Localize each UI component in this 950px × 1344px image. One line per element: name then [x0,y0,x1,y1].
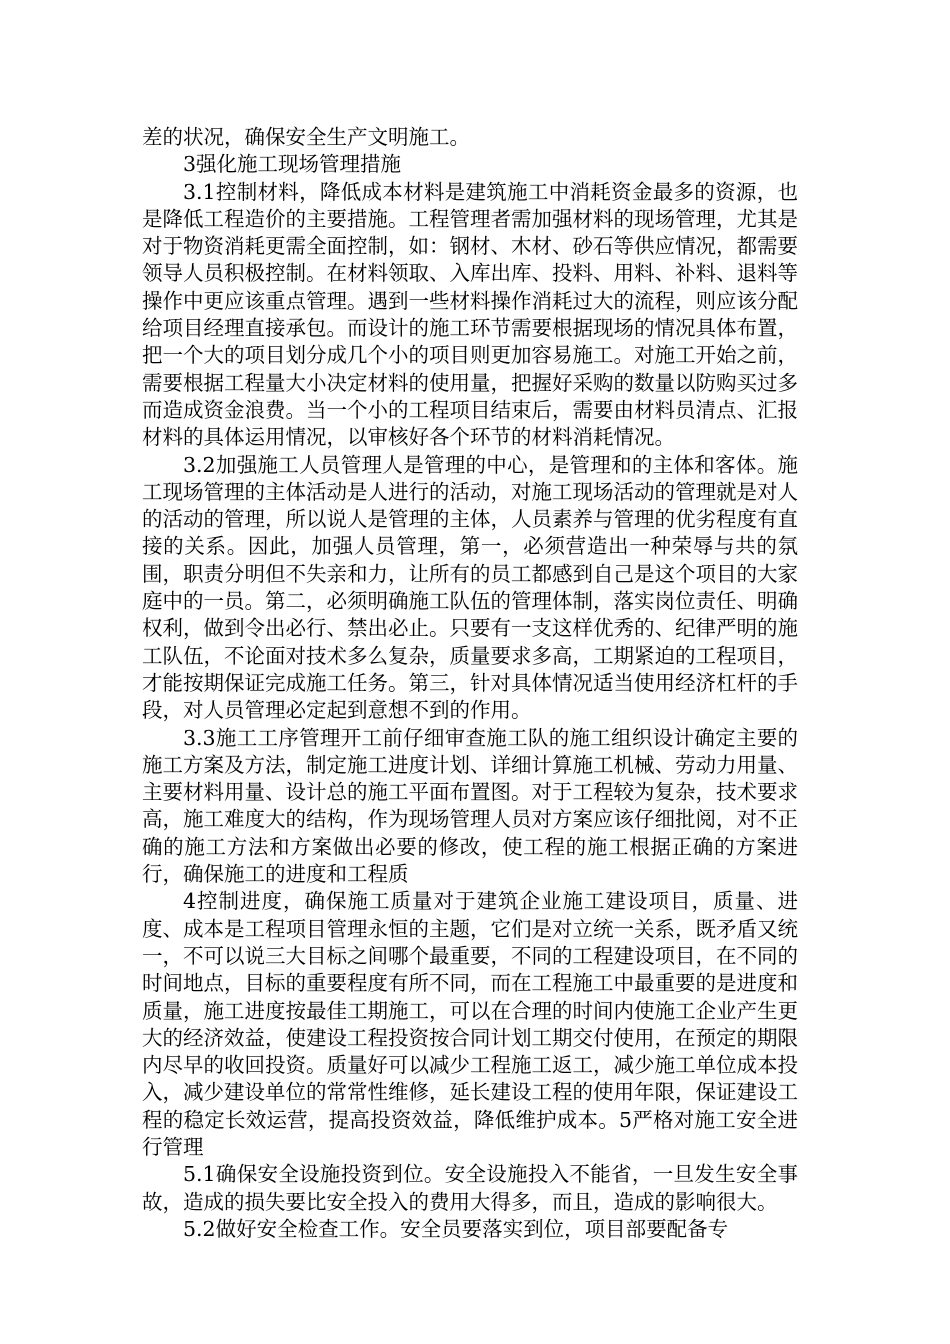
paragraph-4-progress-quality: 4控制进度，确保施工质量对于建筑企业施工建设项目，质量、进度、成本是工程项目管理永恒的主题，它们是对立统一关系，既矛盾又统一，不可以说三大目标之间哪个最重要，不同的工程建设项目，在不同的时间地点，目标的重要程度有所不同，而在工程施工中最重要的是进度和质量，施工进度按最佳工期施工，可以在合理的时间内使施工企业产生更大的经济效益，使建设工程投资按合同计划工期交付使用，在预定的期限内尽早的收回投资。质量好可以减少工程施工返工，减少施工单位成本投入，减少建设单位的常常性维修，延长建设工程的使用年限，保证建设工程的稳定长效运营，提高投资效益，降低维护成本。5严格对施工安全进行管理 [142,889,798,1159]
paragraph-continuation: 差的状况，确保安全生产文明施工。 [142,125,470,149]
paragraph-3-1-material-control: 3.1控制材料，降低成本材料是建筑施工中消耗资金最多的资源，也是降低工程造价的主要措施。工程管理者需加强材料的现场管理，尤其是对于物资消耗更需全面控制，如：钢材、木材、砂石等供应情况，都需要领导人员积极控制。在材料领取、入库出库、投料、用料、补料、退料等操作中更应该重点管理。遇到一些材料操作消耗过大的流程，则应该分配给项目经理直接承包。而设计的施工环节需要根据现场的情况具体布置，把一个大的项目划分成几个小的项目则更加容易施工。对施工开始之前，需要根据工程量大小决定材料的使用量，把握好采购的数量以防购买过多而造成资金浪费。当一个小的工程项目结束后，需要由材料员清点、汇报材料的具体运用情况，以审核好各个环节的材料消耗情况。 [142,179,798,450]
document-body [142,124,798,1243]
paragraph-3-2-personnel-management: 3.2加强施工人员管理人是管理的中心，是管理和的主体和客体。施工现场管理的主体活动是人进行的活动，对施工现场活动的管理就是对人的活动的管理，所以说人是管理的主体，人员素养与管理的优劣程度有直接的关系。因此，加强人员管理，第一，必须营造出一种荣辱与共的氛围，职责分明但不失亲和力，让所有的员工都感到自己是这个项目的大家庭中的一员。第二，必须明确施工队伍的管理体制，落实岗位责任、明确权利，做到令出必行、禁出必止。只要有一支这样优秀的、纪律严明的施工队伍，不论面对技术多么复杂，质量要求多高，工期紧迫的工程项目，才能按期保证完成施工任务。第三，针对具体情况适当使用经济杠杆的手段，对人员管理必定起到意想不到的作用。 [142,452,798,723]
heading-3-site-management: 3强化施工现场管理措施 [183,152,402,177]
paragraph-3-3-process-management: 3.3施工工序管理开工前仔细审查施工队的施工组织设计确定主要的施工方案及方法，制定施工进度计划、详细计算施工机械、劳动力用量、主要材料用量、设计总的施工平面布置图。对于工程较为复杂，技术要求高，施工难度大的结构，作为现场管理人员对方案应该仔细批阅，对不正确的施工方法和方案做出必要的修改，使工程的施工根据正确的方案进行，确保施工的进度和工程质 [142,725,798,887]
paragraph-5-2-safety-inspection: 5.2做好安全检查工作。安全员要落实到位，项目部要配备专 [183,1216,729,1241]
paragraph-5-1-safety-investment: 5.1确保安全设施投资到位。安全设施投入不能省，一旦发生安全事故，造成的损失要比安全投入的费用大得多，而且，造成的影响很大。 [142,1162,798,1214]
